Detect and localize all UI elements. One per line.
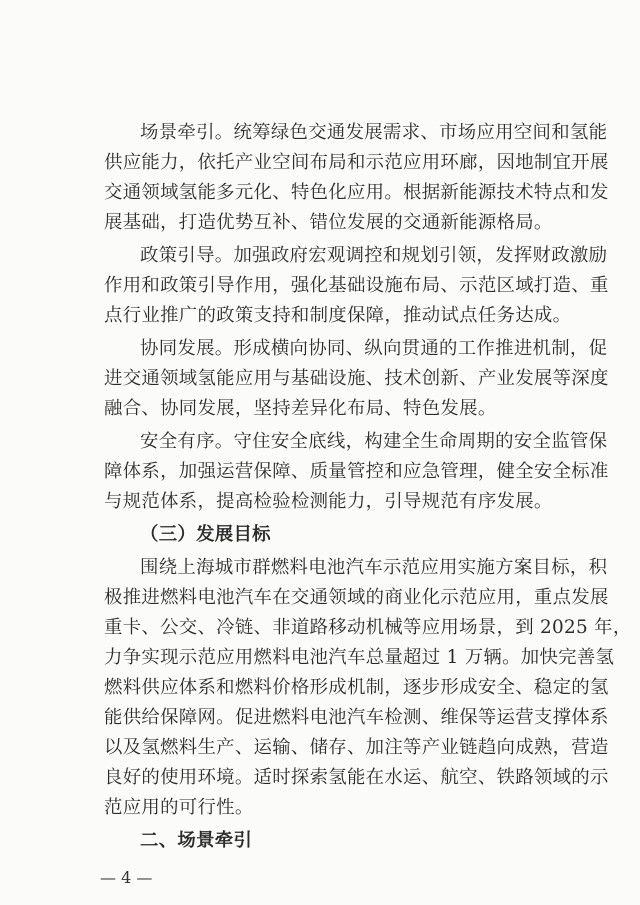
text-line: 交通领域氢能多元化、特色化应用。根据新能源技术特点和发 (104, 182, 609, 203)
text-line: 安全有序。守住安全底线，构建全生命周期的安全监管保 (140, 431, 608, 452)
text-line: 以及氢燃料生产、运输、储存、加注等产业链趋向成熟，营造 (104, 737, 609, 758)
text-line: 范应用的可行性。 (104, 797, 254, 818)
text-line: 围绕上海城市群燃料电池汽车示范应用实施方案目标，积 (140, 557, 608, 578)
text-line: 重卡、公交、冷链、非道路移动机械等应用场景，到 2025 年， (104, 617, 632, 638)
section-heading-development-goals: （三）发展目标 (140, 524, 271, 545)
text-line: 进交通领域氢能应用与基础设施、技术创新、产业发展等深度 (104, 368, 609, 389)
text-line: 与规范体系，提高检验检测能力，引导规范有序发展。 (104, 491, 553, 512)
page-number: — 4 — (100, 868, 153, 887)
text-line: 力争实现示范应用燃料电池汽车总量超过 1 万辆。加快完善氢 (104, 647, 615, 668)
text-line: 良好的使用环境。适时探索氢能在水运、航空、铁路领域的示 (104, 767, 609, 788)
text-line: 能供给保障网。促进燃料电池汽车检测、维保等运营支撑体系 (104, 707, 609, 728)
text-line: 展基础，打造优势互补、错位发展的交通新能源格局。 (104, 212, 553, 233)
text-line: 极推进燃料电池汽车在交通领域的商业化示范应用，重点发展 (104, 587, 609, 608)
text-line: 政策引导。加强政府宏观调控和规划引领，发挥财政激励 (140, 245, 608, 266)
text-line: 供应能力，依托产业空间布局和示范应用环廊，因地制宜开展 (104, 152, 609, 173)
text-line: 点行业推广的政策支持和制度保障，推动试点任务达成。 (104, 305, 572, 326)
text-line: 障体系，加强运营保障、质量管控和应急管理，健全安全标准 (104, 461, 609, 482)
text-line: 融合、协同发展，坚持差异化布局、特色发展。 (104, 398, 497, 419)
text-line: 协同发展。形成横向协同、纵向贯通的工作推进机制，促 (140, 338, 608, 359)
text-line: 燃料供应体系和燃料价格形成机制，逐步形成安全、稳定的氢 (104, 677, 609, 698)
section-heading-scene-guidance: 二、场景牵引 (140, 830, 253, 851)
text-line: 作用和政策引导作用，强化基础设施布局、示范区域打造、重 (104, 275, 609, 296)
text-line: 场景牵引。统筹绿色交通发展需求、市场应用空间和氢能 (140, 122, 608, 143)
